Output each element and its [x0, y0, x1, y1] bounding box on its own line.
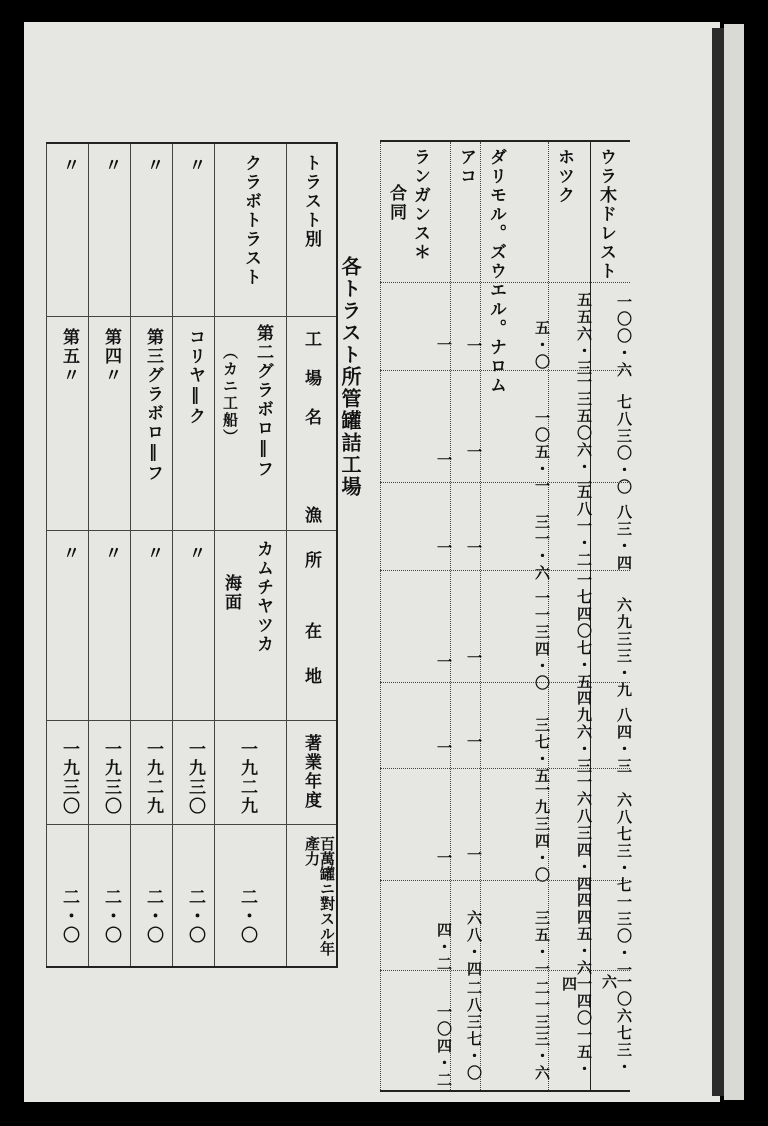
table-cell: 一: [465, 444, 483, 461]
row-divider: [380, 768, 630, 769]
table-column: [480, 142, 549, 1090]
table-cell: 四・二: [435, 922, 453, 973]
table-cell: 一: [435, 740, 453, 757]
header-capacity: 百萬罐ニ對スル年產力: [303, 836, 336, 956]
column-header: 合同: [386, 184, 406, 222]
factory-note: （カニ工船）: [221, 344, 239, 446]
page-title: 各トラスト所管罐詰工場: [338, 256, 362, 498]
table-cell: 二八三七・〇: [465, 980, 483, 1082]
year: 一九二九: [237, 740, 257, 816]
trust-name: 〃: [101, 156, 121, 175]
factory-name: 第三グラボロ‖フ: [143, 328, 163, 483]
table-cell: 七八三〇・〇: [615, 394, 633, 496]
table-cell: 三五・一: [533, 910, 551, 978]
table-cell: 一七四〇七・五: [575, 572, 593, 691]
table-cell: 五八一・二: [575, 484, 593, 569]
row-divider: [380, 482, 630, 483]
table-cell: 一九三四・〇: [533, 782, 551, 884]
row-divider: [380, 282, 630, 283]
row-divider: [380, 880, 630, 881]
table-cell: 一〇六七三・六: [600, 974, 633, 1076]
table-cell: 四九六・三: [575, 690, 593, 775]
table-cell: 四四五・六: [575, 892, 593, 977]
table-cell: 一: [465, 847, 483, 864]
page-margin: [724, 24, 744, 1100]
table-cell: 八三・四: [615, 504, 633, 572]
table-cell: 五・〇: [533, 320, 551, 371]
sea-area: 〃: [143, 544, 163, 563]
table-cell: 一: [435, 850, 453, 867]
row-divider: [380, 970, 630, 971]
table-cell: 一〇四・二: [435, 1004, 453, 1089]
table-cell: 五五六・三: [575, 292, 593, 377]
sea-area: カムチヤツカ: [253, 540, 273, 654]
table-cell: 一一三四・〇: [533, 590, 551, 692]
table-cell: 一: [435, 654, 453, 671]
table-cell: 一: [435, 337, 453, 354]
sea-area: 〃: [101, 544, 121, 563]
column-header: ホツク: [554, 148, 574, 205]
table-cell: 三七・五: [533, 717, 551, 785]
trust-name: 〃: [143, 156, 163, 175]
header-sea: 漁所: [301, 506, 321, 596]
binding-gutter: [712, 28, 724, 1096]
column-header: ランガンス＊: [410, 148, 430, 262]
production-table: [380, 140, 633, 1092]
capacity: 二・〇: [143, 888, 163, 945]
table-cell: 一: [465, 540, 483, 557]
table-cell: 六九三三・九: [615, 597, 633, 699]
header-location: 在地: [301, 622, 321, 712]
year: 一九二九: [143, 740, 163, 816]
table-cell: 六八・四: [465, 910, 483, 978]
trust-name: クラボトラスト: [241, 154, 261, 287]
table-column: [548, 142, 591, 1090]
sea-area: 〃: [59, 544, 79, 563]
table-cell: 一〇〇・六: [615, 294, 633, 379]
table-cell: 一: [465, 734, 483, 751]
table-cell: 二一三三・六: [533, 980, 551, 1082]
factory-table: [46, 142, 338, 968]
row-divider: [380, 682, 630, 683]
capacity: 二・〇: [101, 888, 121, 945]
header-trust: トラスト別: [301, 154, 321, 249]
table-cell: 一三五〇六・一: [575, 374, 593, 493]
table-cell: 一三〇・一: [615, 894, 633, 979]
factory-name: 第五〃: [59, 328, 79, 385]
capacity: 二・〇: [185, 888, 205, 945]
table-cell: 一: [435, 540, 453, 557]
table-cell: 一六八三四・四: [575, 774, 593, 893]
sea-area: 〃: [185, 544, 205, 563]
column-header: ウラ木ドレスト: [596, 148, 616, 281]
capacity: 二・〇: [237, 888, 257, 945]
location: 海面: [221, 574, 241, 612]
year: 一九三〇: [101, 740, 121, 816]
header-factory: 工場名: [301, 330, 321, 447]
trust-name: 〃: [59, 156, 79, 175]
year: 一九三〇: [185, 740, 205, 816]
table-cell: 一: [435, 452, 453, 469]
table-cell: 三一・六: [533, 514, 551, 582]
row-divider: [380, 570, 630, 571]
table-cell: 八四・三: [615, 707, 633, 775]
table-cell: 一: [465, 650, 483, 667]
year: 一九三〇: [59, 740, 79, 816]
column-header: ダリモル。ズウエル。ナロム: [486, 148, 506, 395]
table-cell: 一四〇一五・四: [560, 976, 593, 1078]
factory-name: コリヤ‖ク: [185, 328, 205, 426]
trust-name: 〃: [185, 156, 205, 175]
table-column: [450, 142, 481, 1090]
table-column: [590, 142, 631, 1090]
table-cell: 一〇五・一: [533, 410, 551, 495]
capacity: 二・〇: [59, 888, 79, 945]
table-cell: 一: [465, 338, 483, 355]
column-header: アコ: [456, 148, 476, 186]
table-cell: 六八七三・七: [615, 792, 633, 894]
factory-name: 第二グラボロ‖フ: [253, 324, 273, 479]
header-year: 著業年度: [301, 734, 321, 810]
row-divider: [380, 370, 630, 371]
table-column: [380, 142, 451, 1090]
factory-name: 第四〃: [101, 328, 121, 385]
